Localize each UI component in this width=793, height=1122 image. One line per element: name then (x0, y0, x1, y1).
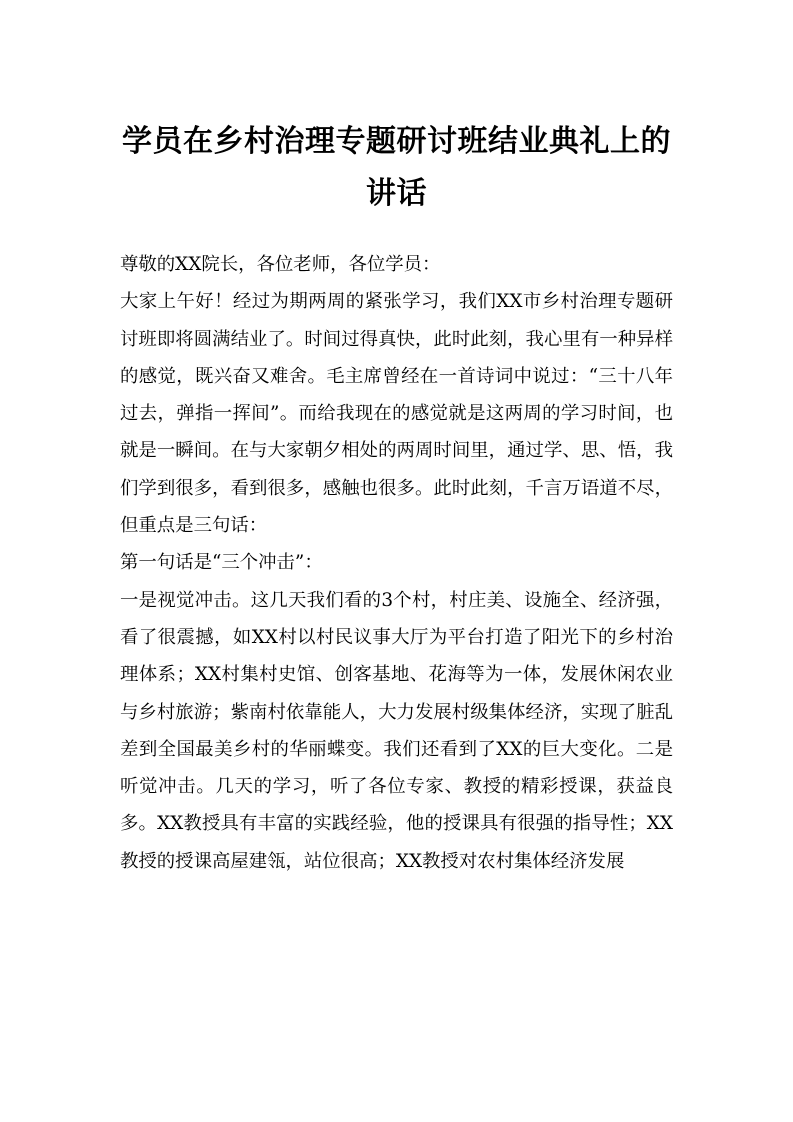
document-title: 学员在乡村治理专题研讨班结业典礼上的讲话 (122, 124, 671, 211)
opening-paragraph: 大家上午好！经过为期两周的紧张学习，我们XX市乡村治理专题研讨班即将圆满结业了。时间过得真快，此时此刻，我心里有一种异样的感觉，既兴奋又难舍。毛主席曾经在一首诗词中说过：“三十八年过去，弹指一挥间”。而给我现在的感觉就是这两周的学习时间，也就是一瞬间。在与大家朝夕相处的两周时间里，通过学、思、悟，我们学到很多，看到很多，感触也很多。此时此刻，千言万语道不尽，但重点是三句话： (120, 291, 673, 537)
impact-paragraph: 一是视觉冲击。这几天我们看的3个村，村庄美、设施全、经济强，看了很震撼，如XX村以村民议事大厅为平台打造了阳光下的乡村治理体系；XX村集村史馆、创客基地、花海等为一体，发展休闲农业与乡村旅游；紫南村依靠能人，大力发展村级集体经济，实现了脏乱差到全国最美乡村的华丽蝶变。我们还看到了XX的巨大变化。二是听觉冲击。几天的学习，听了各位专家、教授的精彩授课，获益良多。XX教授具有丰富的实践经验，他的授课具有很强的指导性；XX教授的授课高屋建瓴，站位很高；XX教授对农村集体经济发展 (120, 589, 673, 872)
section-heading-paragraph: 第一句话是“三个冲击”： (120, 552, 323, 574)
document-body (120, 246, 673, 880)
salutation-paragraph: 尊敬的XX院长，各位老师，各位学员： (120, 254, 441, 275)
